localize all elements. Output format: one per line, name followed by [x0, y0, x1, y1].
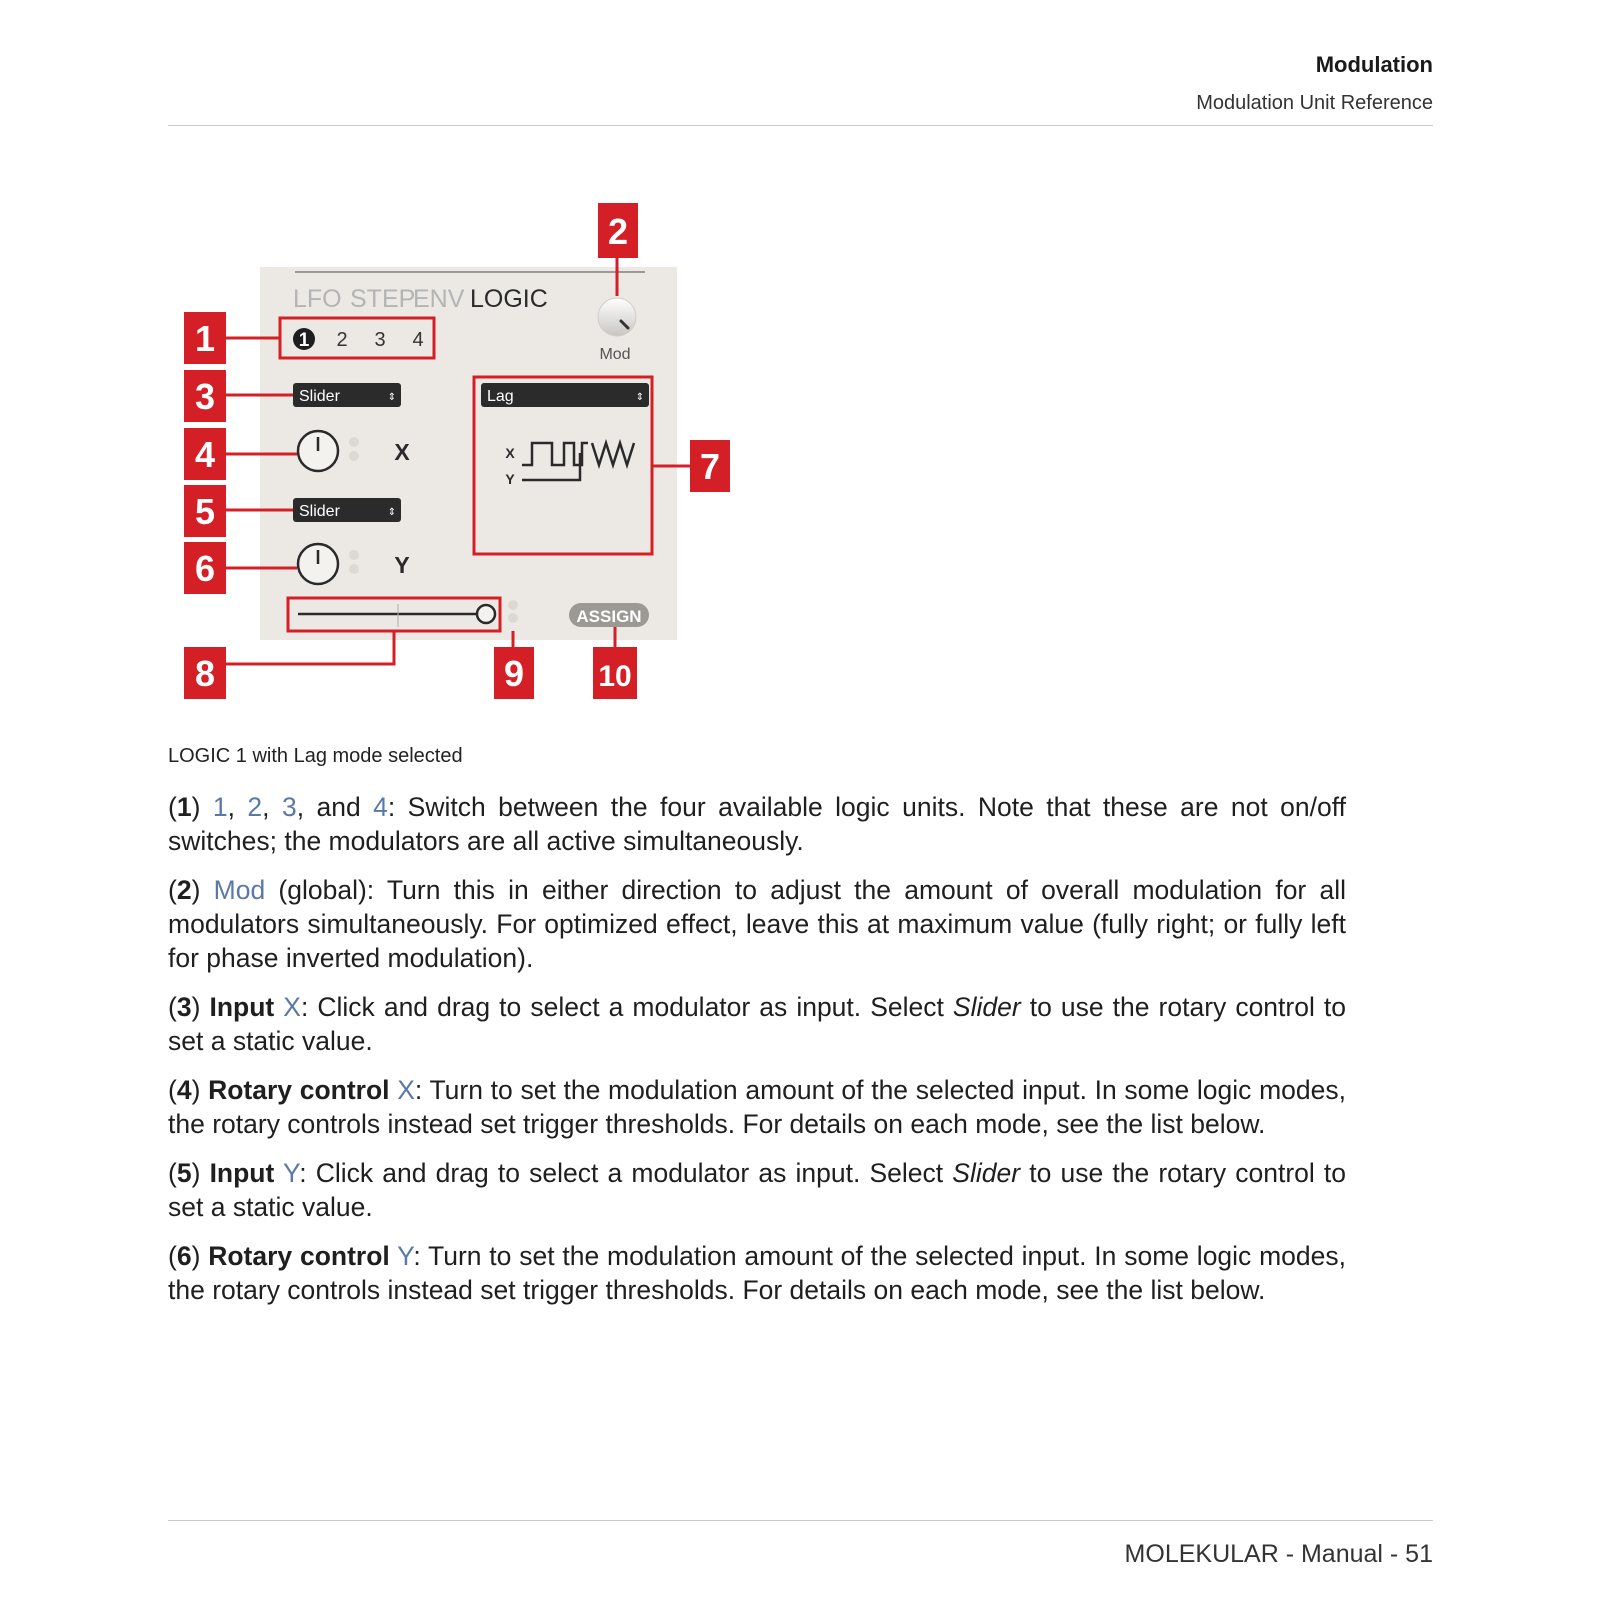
para-4-label: Rotary control [208, 1075, 390, 1105]
unit-button-2[interactable]: 2 [336, 329, 348, 351]
para-4: (4) Rotary control X: Turn to set the modulation amount of the selected input. In some logic modes, the rotary controls instead set trigger thresholds. For details on each mode, see the list below. [168, 1075, 1346, 1139]
para-5: (5) Input Y: Click and drag to select a modulator as input. Select Slider to use the rotary control to set a static value. [168, 1158, 1347, 1222]
para-3-label: Input [209, 992, 275, 1022]
rotary-y-led2-icon [349, 564, 359, 574]
tab-env[interactable]: ENV [413, 285, 465, 313]
input-x-dropdown-arrows-icon: ⇕ [387, 392, 397, 403]
para-1-sep3: , and [296, 792, 374, 822]
mode-dropdown-arrows-icon: ⇕ [635, 392, 645, 403]
para-5-italic: Slider [952, 1158, 1021, 1188]
unit-button-3[interactable]: 3 [374, 329, 386, 351]
callout-number-5: 5 [194, 491, 216, 532]
body-text [168, 790, 1346, 1322]
para-6: (6) Rotary control Y: Turn to set the modulation amount of the selected input. In some logic modes, the rotary controls instead set trigger thresholds. For details on each mode, see the list below. [168, 1241, 1347, 1305]
footer-divider [168, 1520, 1433, 1521]
rotary-x-led2-icon [349, 451, 359, 461]
header-divider [168, 125, 1433, 126]
para-1: (1) 1, 2, 3, and 4: Switch between the four available logic units. Note that these are not on/off switches; the modulators are all active simultaneously. [168, 792, 1346, 856]
para-1-sep1: , [227, 792, 248, 822]
mod-knob[interactable] [598, 298, 636, 336]
graph-x-label: X [505, 445, 515, 461]
para-4-num: 4 [176, 1075, 192, 1105]
para-5-label: Input [209, 1158, 275, 1188]
tab-lfo[interactable]: LFO [293, 285, 342, 313]
para-1-text: : Switch between the four available logic units. Note that these are not on/off switches; the modulators are all active simultaneously. [168, 792, 1346, 856]
callout-number-10: 10 [598, 660, 632, 693]
callout-number-8: 8 [194, 653, 216, 694]
rotary-y-led-icon [349, 550, 359, 560]
mode-dropdown-value: Lag [487, 388, 514, 405]
para-3-num: 3 [176, 992, 192, 1022]
para-2: (2) Mod (global): Turn this in either direction to adjust the amount of overall modulation for all modulators simultaneously. For optimized effect, leave this at maximum value (fully right; or fully left for phase inverted modulation). [168, 875, 1347, 973]
rotary-y-term: Y [397, 1241, 414, 1271]
page-footer: MOLEKULAR - Manual - 51 [1124, 1540, 1433, 1568]
rotary-x-term: X [397, 1075, 415, 1105]
output-led-icon [508, 600, 518, 610]
figure-caption: LOGIC 1 with Lag mode selected [168, 745, 463, 767]
input-x-dropdown-value: Slider [299, 388, 340, 405]
logic-panel-illustration [180, 200, 760, 730]
para-2-text: (global): Turn this in either direction to adjust the amount of overall modulation for all modulators simultaneously. For optimized effect, leave this at maximum value (fully right; or fully left for phase inverted modulation). [168, 875, 1347, 973]
para-1-num: 1 [176, 792, 192, 822]
para-2-num: 2 [176, 875, 192, 905]
output-slider-handle[interactable] [477, 605, 495, 623]
header-title: Modulation [1315, 52, 1433, 77]
para-6-label: Rotary control [208, 1241, 390, 1271]
tab-step[interactable]: STEP [350, 285, 416, 313]
callout-number-2: 2 [607, 211, 629, 252]
para-1-sep2: , [262, 792, 282, 822]
para-5-text1: : Click and drag to select a modulator as input. Select [299, 1158, 953, 1188]
mod-term: Mod [213, 875, 266, 905]
input-y-dropdown-value: Slider [299, 503, 340, 520]
para-6-num: 6 [176, 1241, 192, 1271]
para-3-text2: to use the rotary control to set a static value. [168, 992, 1347, 1056]
para-3-text1: : Click and drag to select a modulator as input. Select [300, 992, 953, 1022]
callout-number-3: 3 [194, 376, 216, 417]
para-3: (3) Input X: Click and drag to select a modulator as input. Select Slider to use the rotary control to set a static value. [168, 992, 1347, 1056]
para-5-text2: to use the rotary control to set a static value. [168, 1158, 1347, 1222]
tab-logic[interactable]: LOGIC [470, 285, 548, 313]
input-x-term: X [283, 992, 301, 1022]
header-subtitle: Modulation Unit Reference [1196, 92, 1433, 114]
output-led2-icon [508, 613, 518, 623]
input-y-dropdown-arrows-icon: ⇕ [387, 507, 397, 518]
callout-number-4: 4 [194, 434, 216, 475]
input-y-term: Y [283, 1158, 300, 1188]
para-6-text: : Turn to set the modulation amount of the selected input. In some logic modes, the rotary controls instead set trigger thresholds. For details on each mode, see the list below. [168, 1241, 1347, 1305]
assign-button-label: ASSIGN [576, 607, 642, 626]
input-x-label: X [394, 439, 410, 465]
callout-number-7: 7 [699, 446, 721, 487]
callout-number-6: 6 [194, 548, 216, 589]
para-4-text: : Turn to set the modulation amount of the selected input. In some logic modes, the rotary controls instead set trigger thresholds. For details on each mode, see the list below. [168, 1075, 1346, 1139]
para-5-num: 5 [176, 1158, 192, 1188]
unit-button-1[interactable]: 1 [298, 330, 310, 351]
para-3-italic: Slider [952, 992, 1021, 1022]
graph-y-label: Y [505, 471, 515, 487]
rotary-x-led-icon [349, 437, 359, 447]
mod-knob-label: Mod [599, 346, 631, 363]
unit-4-link: 4 [373, 792, 388, 822]
callout-number-1: 1 [194, 318, 216, 359]
unit-1-link: 1 [212, 792, 228, 822]
logic-figure [180, 200, 760, 730]
input-y-label: Y [394, 552, 410, 578]
unit-button-4[interactable]: 4 [412, 329, 424, 351]
unit-3-link: 3 [281, 792, 297, 822]
callout-number-9: 9 [503, 653, 525, 694]
unit-2-link: 2 [247, 792, 263, 822]
